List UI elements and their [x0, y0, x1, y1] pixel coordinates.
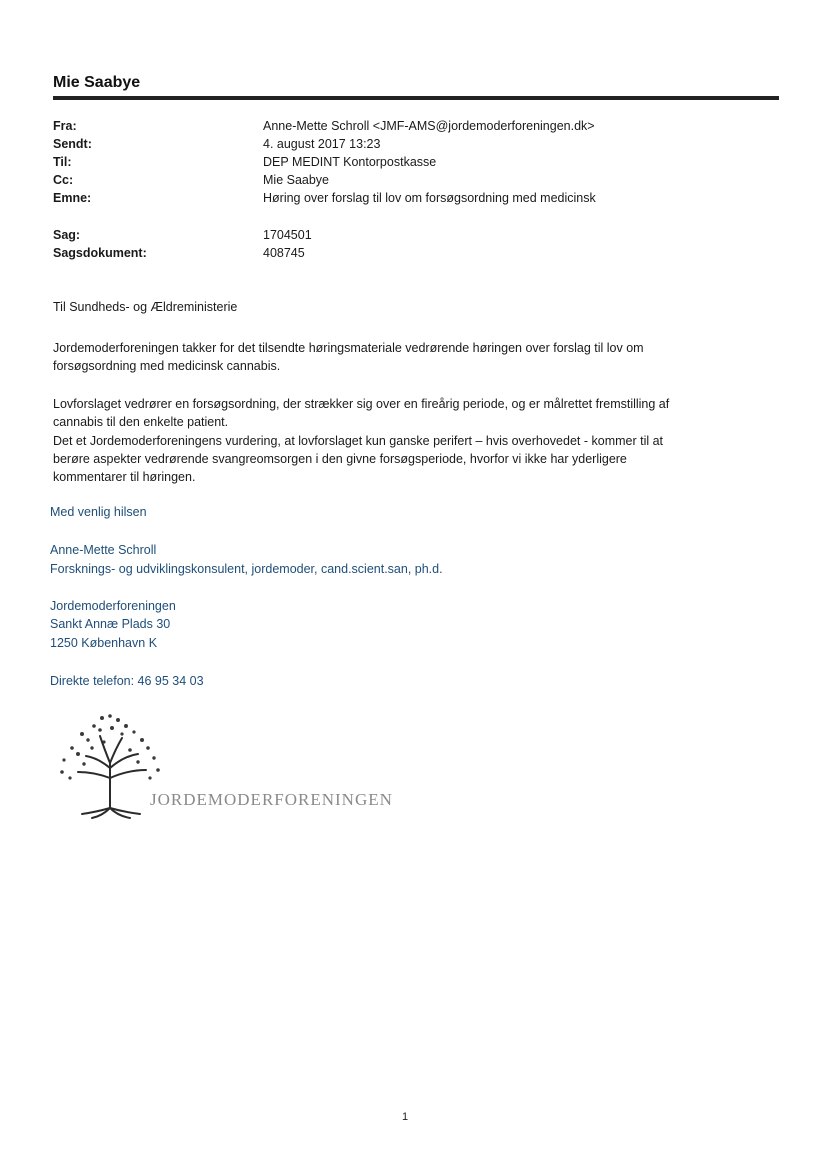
field-value-to: DEP MEDINT Kontorpostkasse [263, 155, 437, 169]
signature-phone: Direkte telefon: 46 95 34 03 [50, 674, 204, 688]
signature-organization: Jordemoderforeningen [50, 599, 176, 613]
field-label-case: Sag: [53, 228, 81, 242]
paragraph-2-line-3: Det et Jordemoderforeningens vurdering, at lovforslaget kun ganske perifert – hvis overhovedet - kommer til at [53, 434, 664, 448]
header-divider [53, 96, 779, 100]
field-label-cc: Cc: [53, 173, 74, 187]
field-value-cc: Mie Saabye [263, 173, 330, 187]
salutation: Til Sundheds- og Ældreministerie [53, 300, 238, 314]
logo-wordmark: JORDEMODERFORENINGEN [150, 790, 393, 809]
field-value-case: 1704501 [263, 228, 312, 242]
signature-city: 1250 København K [50, 636, 158, 650]
paragraph-2-line-1: Lovforslaget vedrører en forsøgsordning, der strækker sig over en fireårig periode, og er målrettet fremstilling af [53, 397, 670, 411]
signature-street: Sankt Annæ Plads 30 [50, 617, 171, 631]
paragraph-1-line-2: forsøgsordning med medicinsk cannabis. [53, 359, 281, 373]
field-label-sent: Sendt: [53, 137, 92, 151]
paragraph-2-line-2: cannabis til den enkelte patient. [53, 415, 229, 429]
signature-role: Forsknings- og udviklingskonsulent, jordemoder, cand.scient.san, ph.d. [50, 562, 443, 576]
field-value-case-document: 408745 [263, 246, 305, 260]
field-value-from: Anne-Mette Schroll <JMF-AMS@jordemoderforeningen.dk> [263, 119, 595, 133]
field-label-subject: Emne: [53, 191, 92, 205]
email-recipient-title: Mie Saabye [53, 74, 141, 91]
field-label-case-document: Sagsdokument: [53, 246, 147, 260]
organization-logo [52, 708, 412, 820]
field-label-from: Fra: [53, 119, 77, 133]
tree-icon [52, 708, 412, 820]
paragraph-1-line-1: Jordemoderforeningen takker for det tilsendte høringsmateriale vedrørende høringen over forslag til lov om [53, 341, 644, 355]
field-label-to: Til: [53, 155, 72, 169]
signature-name: Anne-Mette Schroll [50, 543, 157, 557]
field-value-sent: 4. august 2017 13:23 [263, 137, 381, 151]
paragraph-2-line-5: kommentarer til høringen. [53, 470, 196, 484]
page-number: 1 [402, 1111, 409, 1123]
field-value-subject: Høring over forslag til lov om forsøgsordning med medicinsk [263, 191, 596, 205]
closing-greeting: Med venlig hilsen [50, 505, 147, 519]
paragraph-2-line-4: berøre aspekter vedrørende svangreomsorgen i den givne forsøgsperiode, hvorfor vi ikke har yderligere [53, 452, 627, 466]
